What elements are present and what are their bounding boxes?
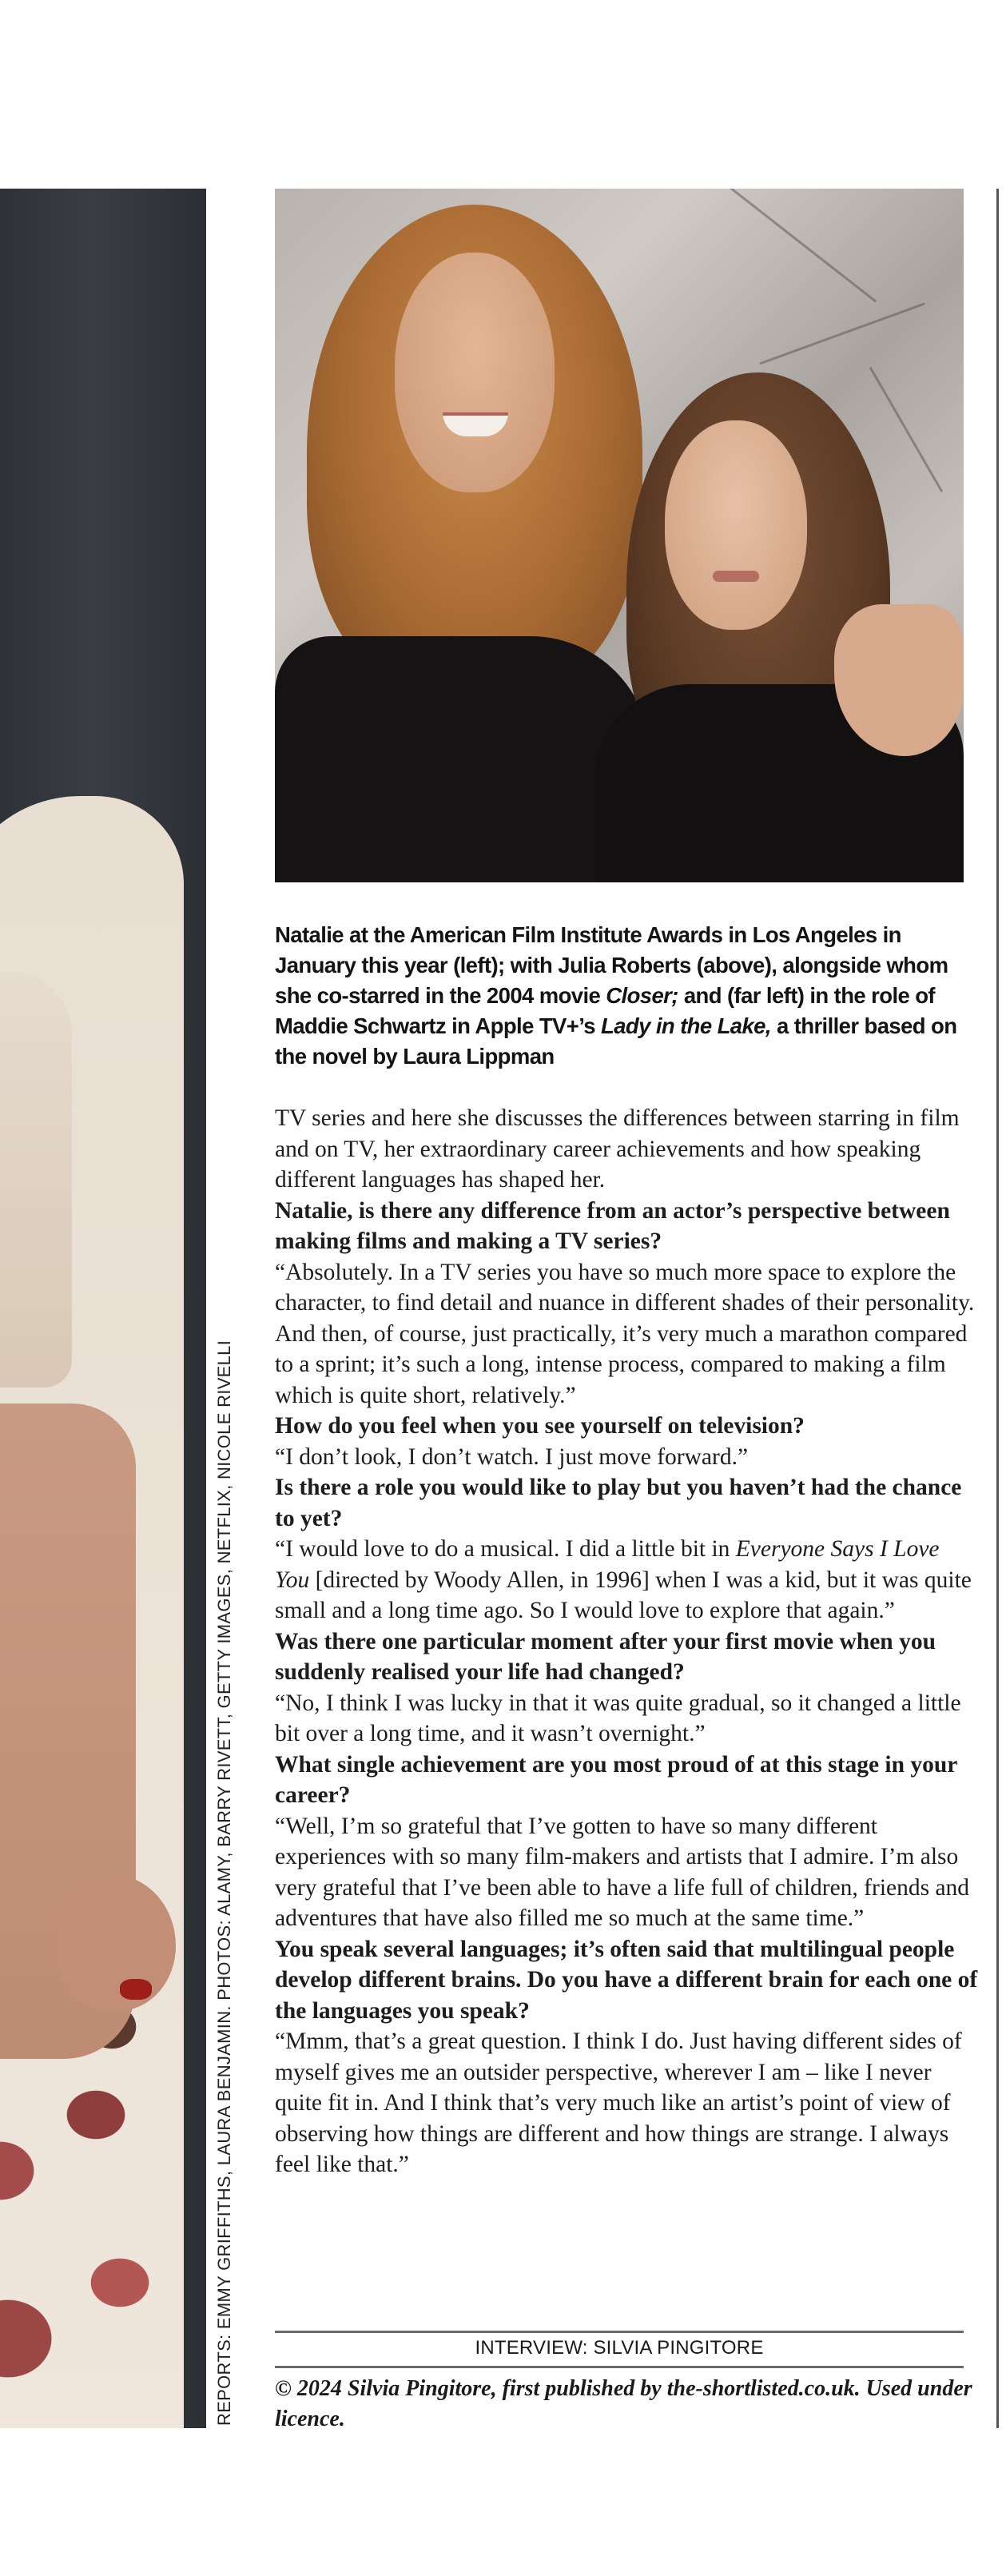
- answer: “Well, I’m so grateful that I’ve gotten to have so many different experiences with so many film-makers and artists that I admire. I’m also very grateful that I’ve been able to have a life full of children, friends and adventures that have also filled me so much at the same time.”: [275, 1813, 970, 1931]
- column-rule: [996, 189, 999, 2428]
- person-2-lips: [713, 571, 759, 582]
- question: Is there a role you would like to play but you haven’t had the chance to yet?: [275, 1475, 962, 1531]
- answer: “I don’t look, I don’t watch. I just move forward.”: [275, 1443, 749, 1470]
- wall-crack: [759, 302, 925, 364]
- question: Natalie, is there any difference from an actor’s perspective between making films and making a TV series?: [275, 1197, 950, 1254]
- wall-crack: [712, 189, 877, 303]
- shoulder: [0, 972, 72, 1388]
- intro-paragraph: TV series and here she discusses the differences between starring in film and on TV, her extraordinary career achievements and how speaking different languages has shaped her.: [275, 1105, 960, 1192]
- main-photo: [275, 189, 964, 882]
- caption-text: a thriller based on the novel by Laura Lippman: [275, 1013, 957, 1069]
- person-1-face: [395, 253, 555, 492]
- nails: [120, 1979, 152, 2000]
- film-title: Everyone Says I Love You: [275, 1536, 940, 1593]
- wall-crack: [869, 367, 944, 492]
- answer-text: [directed by Woody Allen, in 1996] when I was a kid, but it was quite small and a long time ago. So I would love to explore that again.”: [275, 1567, 972, 1623]
- question: What single achievement are you most proud of at this stage in your career?: [275, 1751, 957, 1808]
- interview-credit: INTERVIEW: SILVIA PINGITORE: [475, 2337, 764, 2359]
- caption-text: and (far left) in the role of Maddie Schwartz in Apple TV+’s: [275, 983, 935, 1038]
- article-body: [275, 1103, 978, 2180]
- divider: [275, 2366, 964, 2368]
- question: Was there one particular moment after your first movie when you suddenly realised your life had changed?: [275, 1628, 936, 1685]
- question: You speak several languages; it’s often said that multilingual people develop different brains. Do you have a different brain for each one of the languages you speak?: [275, 1936, 978, 2024]
- question: How do you feel when you see yourself on television?: [275, 1413, 805, 1439]
- photo-credit: REPORTS: EMMY GRIFFITHS, LAURA BENJAMIN. PHOTOS: ALAMY, BARRY RIVETT, GETTY IMAGES, NETFLIX, NICOLE RIVELLI: [214, 1340, 234, 2426]
- answer: “No, I think I was lucky in that it was quite gradual, so it changed a little bit over a long time, and it wasn’t overnight.”: [275, 1690, 961, 1746]
- answer: “Mmm, that’s a great question. I think I do. Just having different sides of myself gives me an outsider perspective, wherever I am – like I never quite fit in. And I think that’s very much like an artist’s point of view of observing how things are different and how things are strange. I always feel like that.”: [275, 2029, 962, 2177]
- answer: [275, 1534, 978, 1626]
- caption-text: Natalie at the American Film Institute Awards in Los Angeles in January this year (left); with Julia Roberts (above), alongside whom she co-starred in the 2004 movie: [275, 922, 948, 1008]
- hand: [56, 1875, 176, 2011]
- person-2-face: [665, 420, 807, 630]
- copyright-notice: © 2024 Silvia Pingitore, first published by the-shortlisted.co.uk. Used under licence.: [275, 2376, 972, 2431]
- photo-caption: [275, 920, 964, 1072]
- answer-text: “I would love to do a musical. I did a little bit in: [275, 1536, 736, 1562]
- divider: [275, 2331, 964, 2333]
- left-photo: [0, 189, 206, 2428]
- caption-title-closer: Closer;: [606, 983, 678, 1008]
- caption-title-lady-in-the-lake: Lady in the Lake,: [601, 1013, 771, 1038]
- answer: “Absolutely. In a TV series you have so much more space to explore the character, to find detail and nuance in different shades of their personality. And then, of course, just practically, it’s very much a marathon compared to a sprint; it’s such a long, intense process, compared to making a film which is quite short, relatively.”: [275, 1259, 975, 1408]
